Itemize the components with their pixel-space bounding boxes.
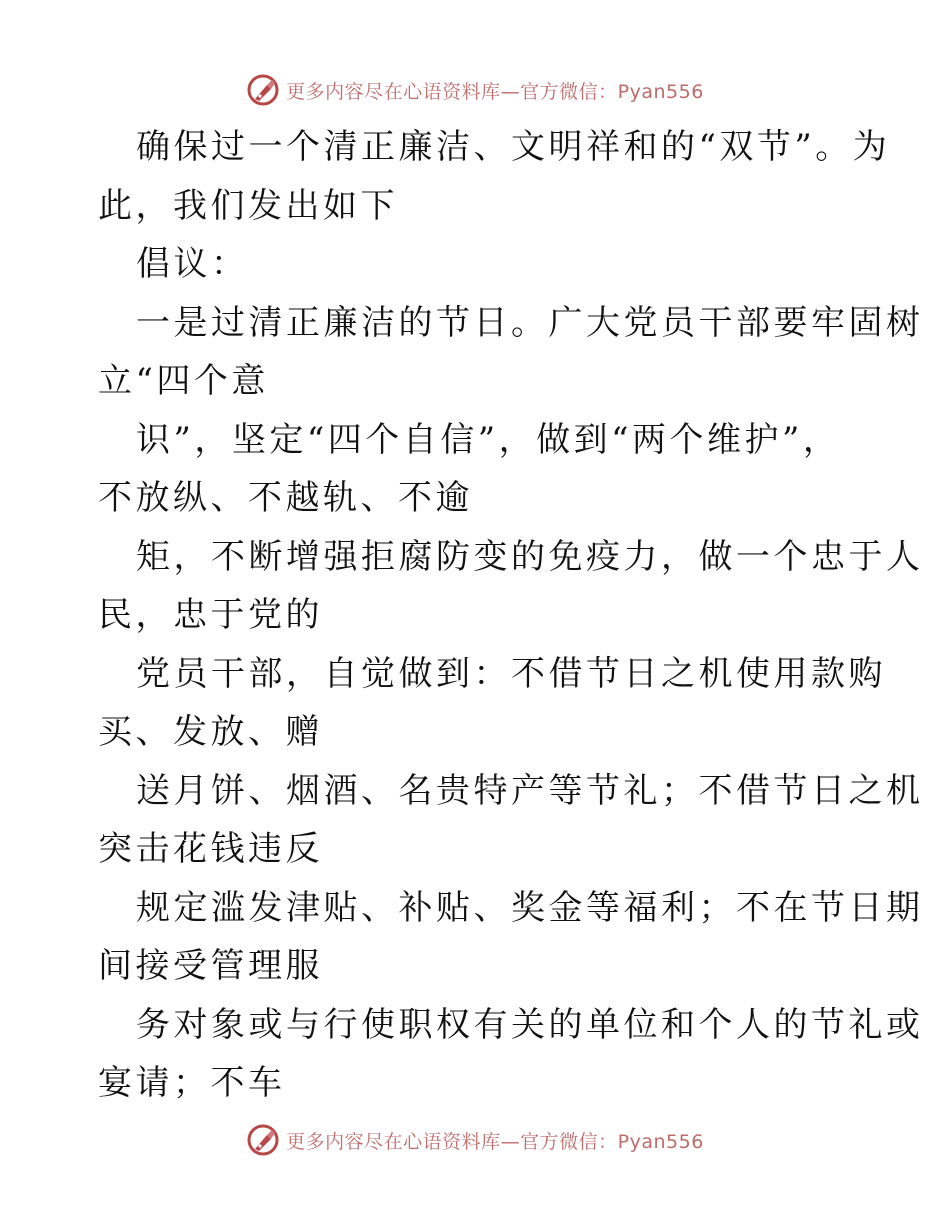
text-line: 规定滥发津贴、补贴、奖金等福利；不在节日期 (136, 887, 924, 928)
text-line: 间接受管理服 (98, 946, 323, 986)
text-line: 一是过清正廉洁的节日。广大党员干部要牢固树 (136, 302, 924, 343)
text-line: 突击花钱违反 (98, 829, 323, 869)
footer-watermark-text: 更多内容尽在心语资料库—官方微信：Pyan556 (286, 1130, 704, 1153)
text-line: 党员干部，自觉做到：不借节日之机使用款购 (136, 653, 886, 694)
footer-watermark (0, 1120, 950, 1160)
text-line: 宴请；不车 (98, 1063, 286, 1103)
pen-nib-logo-icon (246, 73, 280, 107)
text-line: 识”，坚定“四个自信”，做到“两个维护”， (136, 419, 841, 460)
text-line: 此，我们发出如下 (98, 185, 398, 226)
text-line: 买、发放、赠 (98, 712, 323, 752)
document-body (98, 118, 924, 1113)
text-line: 矩，不断增强拒腐防变的免疫力，做一个忠于人 (136, 536, 924, 577)
text-line: 确保过一个清正廉洁、文明祥和的“双节”。为 (136, 127, 891, 167)
text-line: 务对象或与行使职权有关的单位和个人的节礼或 (136, 1004, 924, 1045)
text-line: 民，忠于党的 (98, 595, 323, 635)
header-watermark (0, 70, 950, 110)
text-line: 倡议： (136, 244, 249, 284)
text-line: 送月饼、烟酒、名贵特产等节礼；不借节日之机 (136, 770, 924, 811)
header-watermark-text: 更多内容尽在心语资料库—官方微信：Pyan556 (286, 80, 704, 103)
text-line: 不放纵、不越轨、不逾 (98, 478, 473, 518)
text-line: 立“四个意 (98, 361, 269, 401)
pen-nib-logo-icon (246, 1123, 280, 1157)
